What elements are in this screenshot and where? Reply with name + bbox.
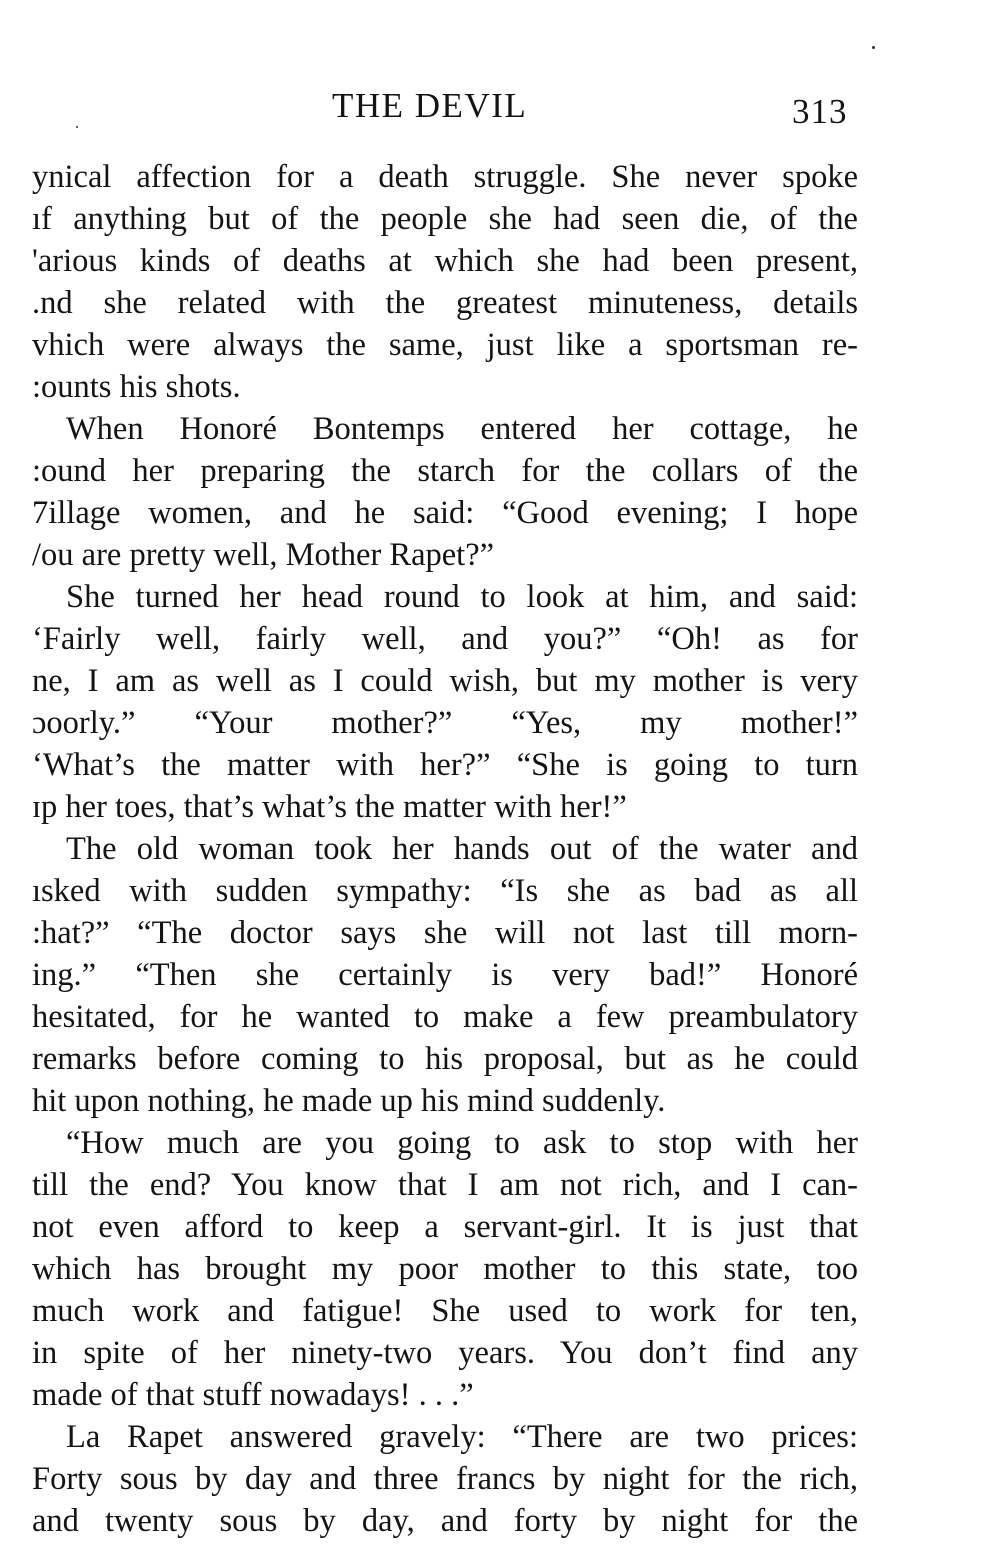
text-line: ing.” “Then she certainly is very bad!” Honoré — [32, 957, 858, 993]
text-line: ɪp her toes, that’s what’s the matter with her!” — [32, 789, 627, 825]
text-line: .nd she related with the greatest minuteness, details — [32, 285, 858, 321]
text-line: 7illage women, and he said: “Good evening; I hope — [32, 495, 858, 531]
text-line: not even afford to keep a servant-girl. It is just that — [32, 1209, 858, 1245]
running-head — [0, 86, 1000, 130]
text-line: ne, I am as well as I could wish, but my mother is very — [32, 663, 858, 699]
text-line: made of that stuff nowadays! . . .” — [32, 1377, 474, 1413]
text-line: till the end? You know that I am not rich, and I can- — [32, 1167, 858, 1203]
text-line: much work and fatigue! She used to work for ten, — [32, 1293, 858, 1329]
text-line: and twenty sous by day, and forty by night for the — [32, 1503, 858, 1539]
text-line: ‘What’s the matter with her?” “She is going to turn — [32, 747, 858, 783]
running-title: THE DEVIL — [332, 86, 528, 125]
text-line: ıf anything but of the people she had seen die, of the — [32, 201, 858, 237]
text-line: remarks before coming to his proposal, but as he could — [32, 1041, 858, 1077]
text-line: ynical affection for a death struggle. She never spoke — [32, 159, 858, 195]
text-line: Forty sous by day and three francs by night for the rich, — [32, 1461, 858, 1497]
scan-speck — [76, 126, 78, 128]
text-line: vhich were always the same, just like a sportsman re- — [32, 327, 858, 363]
text-line: The old woman took her hands out of the water and — [66, 831, 858, 867]
text-line: :ounts his shots. — [32, 369, 241, 405]
text-line: in spite of her ninety-two years. You don’t find any — [32, 1335, 858, 1371]
text-line: /ou are pretty well, Mother Rapet?” — [32, 537, 495, 573]
page-number: 313 — [792, 92, 848, 131]
text-line: 'arious kinds of deaths at which she had been present, — [32, 243, 858, 279]
text-line: ısked with sudden sympathy: “Is she as bad as all — [32, 873, 858, 909]
text-line: hit upon nothing, he made up his mind suddenly. — [32, 1083, 666, 1119]
text-line: hesitated, for he wanted to make a few preambulatory — [32, 999, 858, 1035]
text-line: :hat?” “The doctor says she will not last till morn- — [32, 915, 858, 951]
text-line: :ound her preparing the starch for the collars of the — [32, 453, 858, 489]
scan-speck — [872, 46, 875, 49]
text-line: “How much are you going to ask to stop with her — [66, 1125, 858, 1161]
text-line: ‘Fairly well, fairly well, and you?” “Oh! as for — [32, 621, 858, 657]
text-line: La Rapet answered gravely: “There are two prices: — [66, 1419, 858, 1455]
text-line: ɔoorly.” “Your mother?” “Yes, my mother!” — [32, 705, 858, 741]
text-line: which has brought my poor mother to this state, too — [32, 1251, 858, 1287]
text-line: When Honoré Bontemps entered her cottage, he — [66, 411, 858, 447]
text-line: She turned her head round to look at him, and said: — [66, 579, 858, 615]
